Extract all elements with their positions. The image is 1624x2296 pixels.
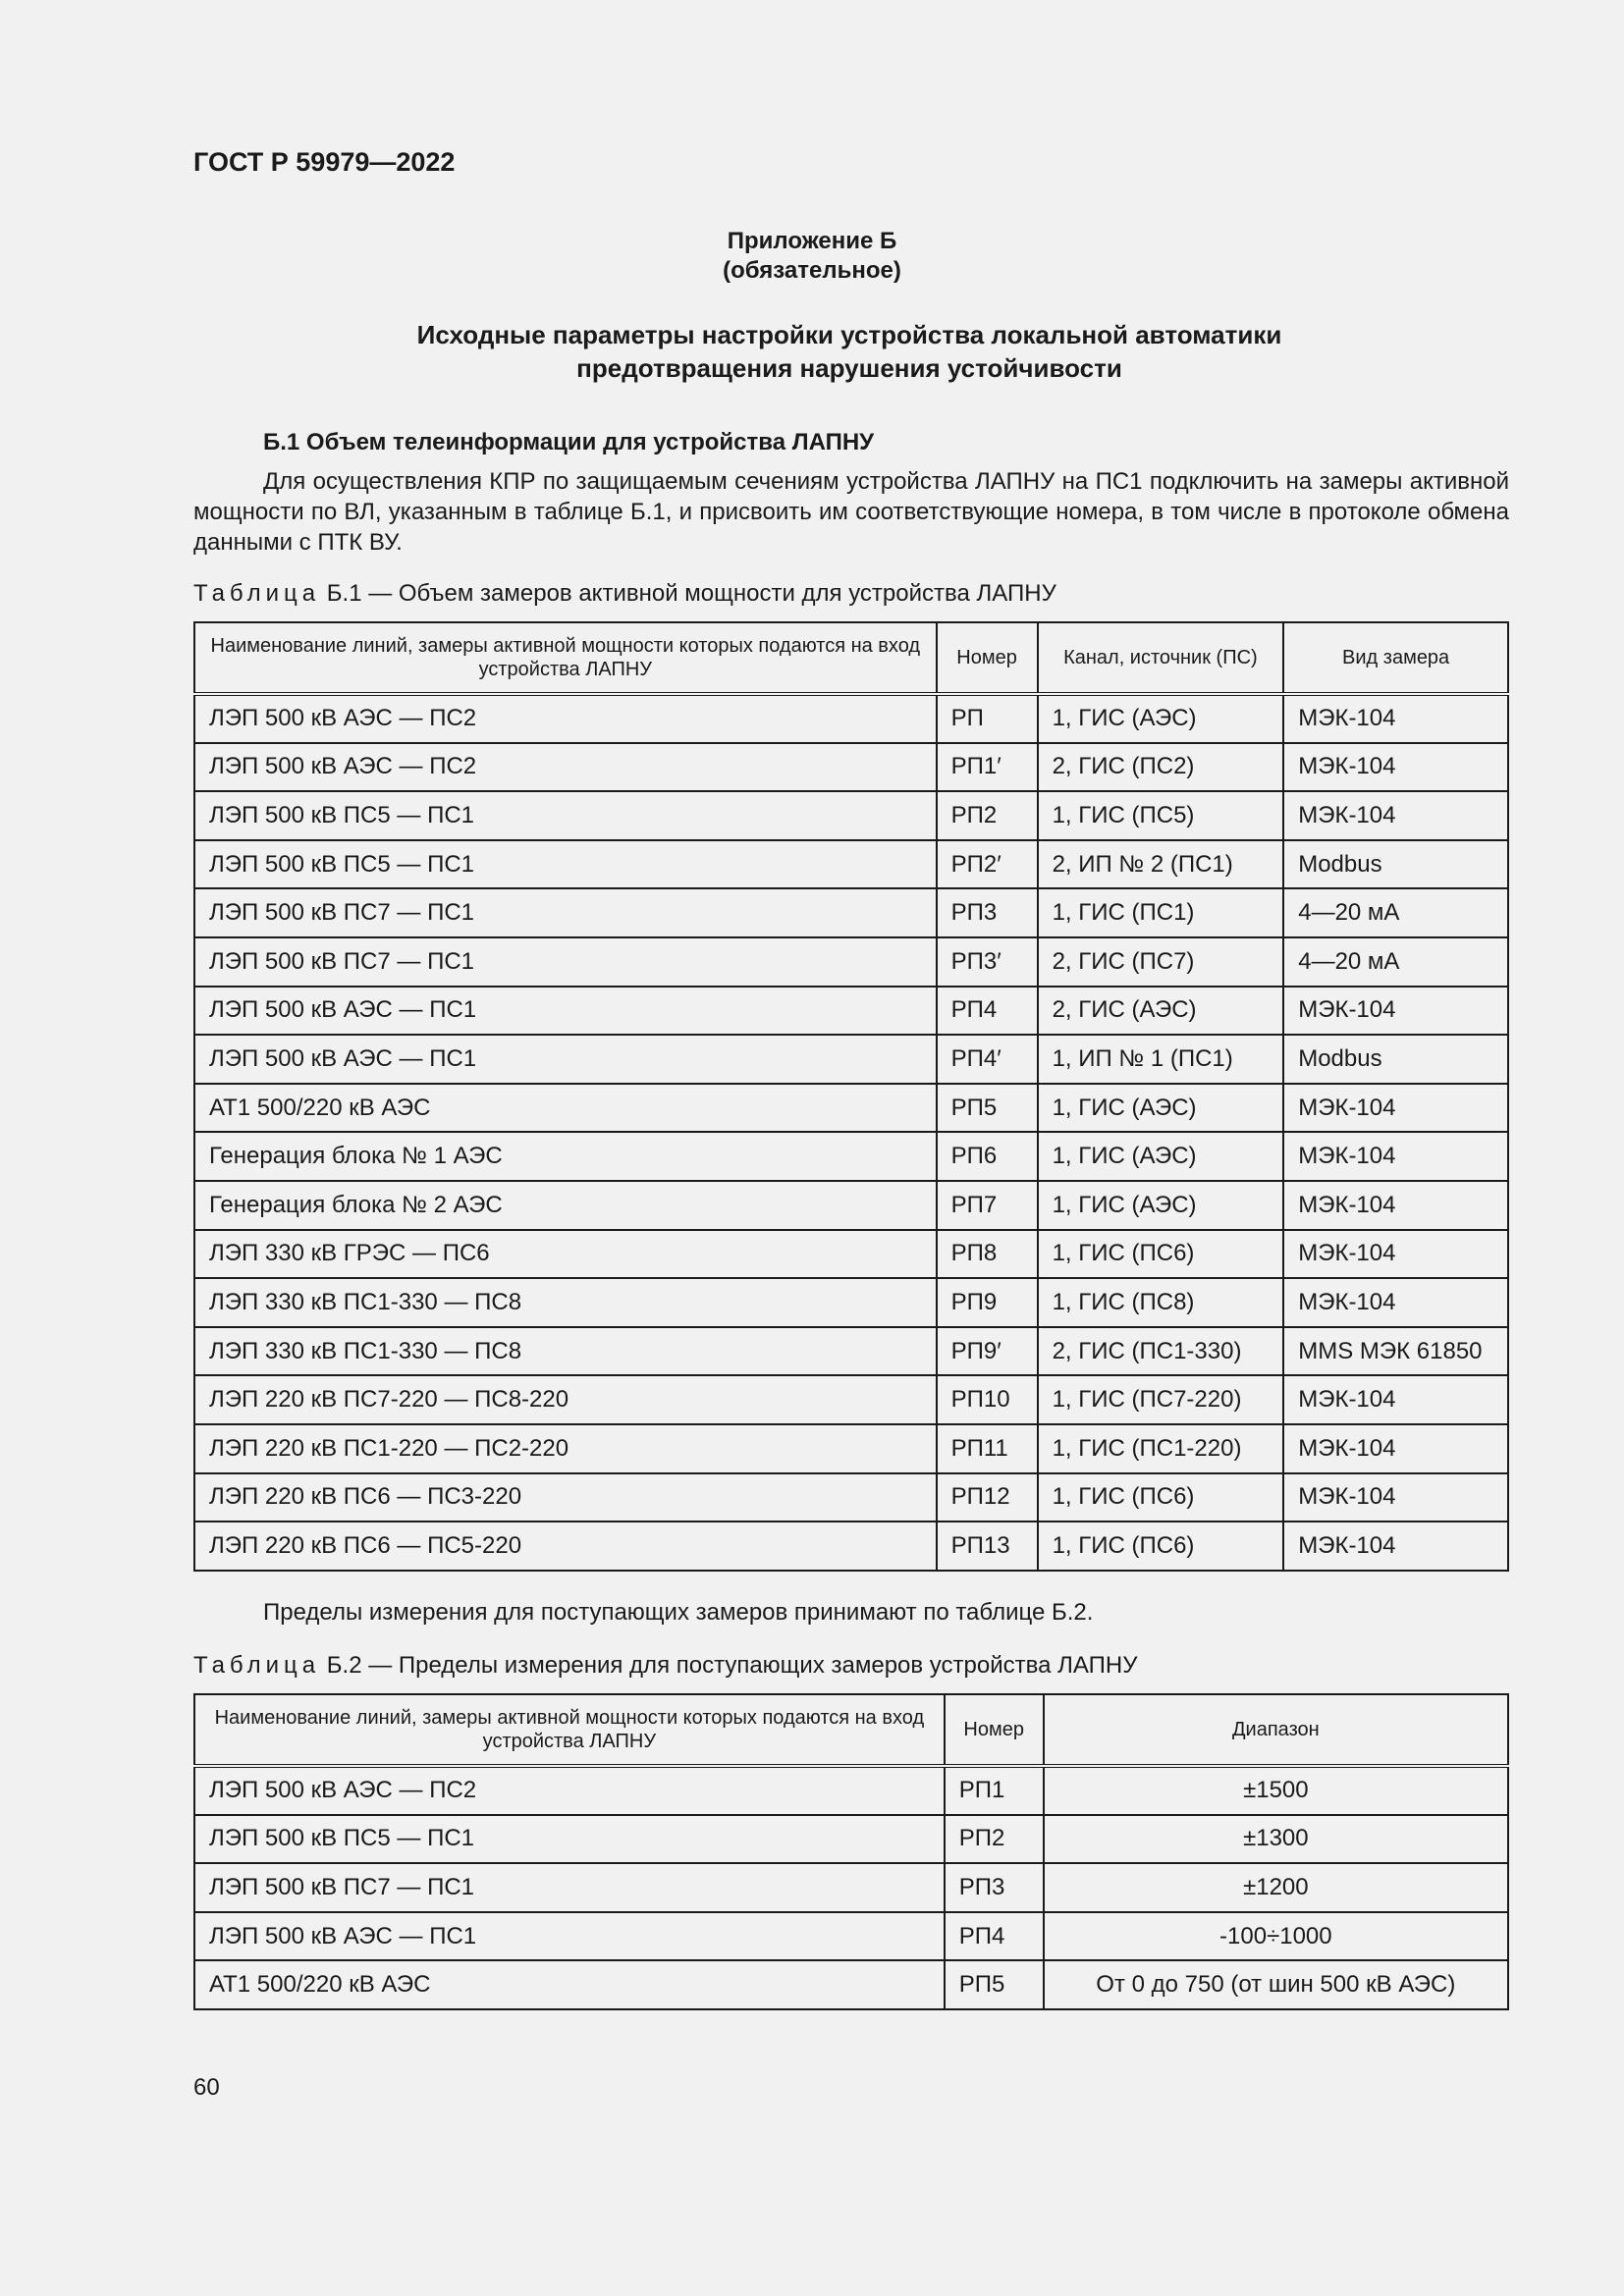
measure-type-cell: Modbus <box>1283 1035 1508 1084</box>
table-row <box>194 937 1508 987</box>
line-name-cell: ЛЭП 500 кВ ПС7 — ПС1 <box>194 888 937 937</box>
measure-type-cell: 4—20 мА <box>1283 937 1508 987</box>
line-name-cell: ЛЭП 500 кВ ПС7 — ПС1 <box>194 1863 945 1912</box>
section-paragraph: Для осуществления КПР по защищаемым сечениям устройства ЛАПНУ на ПС1 подключить на замеры активной мощности по ВЛ, указанным в таблице Б.1, и присвоить им соответствующие номера, в том числе в протоколе обмена данными с ПТК ВУ. <box>193 468 1509 556</box>
appendix-heading <box>0 318 1624 385</box>
table-row <box>194 1766 1508 1815</box>
table-row <box>194 1278 1508 1327</box>
measure-type-cell: МЭК-104 <box>1283 1375 1508 1424</box>
table-row <box>194 1912 1508 1961</box>
table1-header-number: Номер <box>937 622 1038 694</box>
table-row <box>194 888 1508 937</box>
table-row <box>194 1327 1508 1376</box>
table1-caption-word: Таблица <box>193 580 321 607</box>
table1-caption <box>193 580 1056 608</box>
channel-cell: 2, ГИС (АЭС) <box>1038 987 1284 1036</box>
table1-header-row <box>194 622 1508 694</box>
appendix-heading-line2: предотвращения нарушения устойчивости <box>576 353 1122 383</box>
number-cell: РП3′ <box>937 937 1038 987</box>
appendix-title: Приложение Б <box>727 228 897 254</box>
measure-type-cell: МЭК-104 <box>1283 1230 1508 1279</box>
line-name-cell: ЛЭП 330 кВ ГРЭС — ПС6 <box>194 1230 937 1279</box>
channel-cell: 1, ГИС (ПС7-220) <box>1038 1375 1284 1424</box>
table-row <box>194 1181 1508 1230</box>
table-row <box>194 1375 1508 1424</box>
line-name-cell: ЛЭП 220 кВ ПС1-220 — ПС2-220 <box>194 1424 937 1473</box>
measure-type-cell: МЭК-104 <box>1283 1278 1508 1327</box>
number-cell: РП2 <box>937 791 1038 840</box>
measure-type-cell: Modbus <box>1283 840 1508 889</box>
number-cell: РП9′ <box>937 1327 1038 1376</box>
measure-type-cell: МЭК-104 <box>1283 1522 1508 1571</box>
appendix-status: (обязательное) <box>723 257 901 284</box>
channel-cell: 2, ИП № 2 (ПС1) <box>1038 840 1284 889</box>
appendix-heading-line1: Исходные параметры настройки устройства локальной автоматики <box>416 320 1282 349</box>
line-name-cell: ЛЭП 500 кВ ПС5 — ПС1 <box>194 1815 945 1864</box>
table-row <box>194 791 1508 840</box>
line-name-cell: Генерация блока № 1 АЭС <box>194 1132 937 1181</box>
number-cell: РП2′ <box>937 840 1038 889</box>
line-name-cell: ЛЭП 500 кВ АЭС — ПС2 <box>194 1766 945 1815</box>
measure-type-cell: МЭК-104 <box>1283 987 1508 1036</box>
measure-type-cell: 4—20 мА <box>1283 888 1508 937</box>
measure-type-cell: МЭК-104 <box>1283 791 1508 840</box>
range-cell: От 0 до 750 (от шин 500 кВ АЭС) <box>1044 1960 1508 2009</box>
table-b1 <box>193 621 1509 1572</box>
number-cell: РП13 <box>937 1522 1038 1571</box>
table-row <box>194 1230 1508 1279</box>
channel-cell: 1, ГИС (ПС5) <box>1038 791 1284 840</box>
table2-caption-text: Б.2 — Пределы измерения для поступающих замеров устройства ЛАПНУ <box>326 1652 1138 1679</box>
table-row <box>194 1132 1508 1181</box>
channel-cell: 1, ГИС (АЭС) <box>1038 694 1284 743</box>
channel-cell: 1, ГИС (АЭС) <box>1038 1181 1284 1230</box>
line-name-cell: ЛЭП 330 кВ ПС1-330 — ПС8 <box>194 1327 937 1376</box>
number-cell: РП7 <box>937 1181 1038 1230</box>
table-row <box>194 743 1508 792</box>
channel-cell: 1, ГИС (АЭС) <box>1038 1132 1284 1181</box>
line-name-cell: ЛЭП 220 кВ ПС7-220 — ПС8-220 <box>194 1375 937 1424</box>
measure-type-cell: MMS МЭК 61850 <box>1283 1327 1508 1376</box>
line-name-cell: Генерация блока № 2 АЭС <box>194 1181 937 1230</box>
line-name-cell: АТ1 500/220 кВ АЭС <box>194 1084 937 1133</box>
number-cell: РП12 <box>937 1473 1038 1522</box>
channel-cell: 2, ГИС (ПС7) <box>1038 937 1284 987</box>
table-row <box>194 1424 1508 1473</box>
table2-header-number: Номер <box>945 1694 1044 1766</box>
line-name-cell: ЛЭП 500 кВ АЭС — ПС1 <box>194 1035 937 1084</box>
range-cell: ±1300 <box>1044 1815 1508 1864</box>
table2-caption-word: Таблица <box>193 1652 321 1679</box>
range-cell: ±1500 <box>1044 1766 1508 1815</box>
number-cell: РП8 <box>937 1230 1038 1279</box>
line-name-cell: ЛЭП 500 кВ АЭС — ПС1 <box>194 1912 945 1961</box>
line-name-cell: ЛЭП 500 кВ АЭС — ПС2 <box>194 743 937 792</box>
number-cell: РП3 <box>937 888 1038 937</box>
channel-cell: 1, ГИС (ПС1-220) <box>1038 1424 1284 1473</box>
channel-cell: 2, ГИС (ПС2) <box>1038 743 1284 792</box>
table-row <box>194 987 1508 1036</box>
line-name-cell: ЛЭП 500 кВ АЭС — ПС1 <box>194 987 937 1036</box>
section-heading: Б.1 Объем телеинформации для устройства ЛАПНУ <box>263 429 875 455</box>
measure-type-cell: МЭК-104 <box>1283 1132 1508 1181</box>
table-b2 <box>193 1693 1509 2010</box>
table-row <box>194 1084 1508 1133</box>
number-cell: РП1 <box>945 1766 1044 1815</box>
line-name-cell: АТ1 500/220 кВ АЭС <box>194 1960 945 2009</box>
channel-cell: 1, ИП № 1 (ПС1) <box>1038 1035 1284 1084</box>
channel-cell: 1, ГИС (ПС1) <box>1038 888 1284 937</box>
range-cell: ±1200 <box>1044 1863 1508 1912</box>
line-name-cell: ЛЭП 500 кВ ПС5 — ПС1 <box>194 791 937 840</box>
line-name-cell: ЛЭП 330 кВ ПС1-330 — ПС8 <box>194 1278 937 1327</box>
number-cell: РП <box>937 694 1038 743</box>
number-cell: РП1′ <box>937 743 1038 792</box>
measure-type-cell: МЭК-104 <box>1283 694 1508 743</box>
table1-header-channel: Канал, источник (ПС) <box>1038 622 1284 694</box>
table2-header-name: Наименование линий, замеры активной мощности которых подаются на вход устройства ЛАПНУ <box>194 1694 945 1766</box>
measure-type-cell: МЭК-104 <box>1283 1424 1508 1473</box>
document-code: ГОСТ Р 59979—2022 <box>193 147 456 177</box>
range-cell: -100÷1000 <box>1044 1912 1508 1961</box>
measure-type-cell: МЭК-104 <box>1283 1084 1508 1133</box>
table2-caption <box>193 1652 1137 1680</box>
channel-cell: 1, ГИС (АЭС) <box>1038 1084 1284 1133</box>
line-name-cell: ЛЭП 220 кВ ПС6 — ПС3-220 <box>194 1473 937 1522</box>
table-row <box>194 840 1508 889</box>
number-cell: РП4 <box>937 987 1038 1036</box>
channel-cell: 1, ГИС (ПС6) <box>1038 1230 1284 1279</box>
number-cell: РП11 <box>937 1424 1038 1473</box>
number-cell: РП6 <box>937 1132 1038 1181</box>
number-cell: РП2 <box>945 1815 1044 1864</box>
table-row <box>194 694 1508 743</box>
table2-header-row <box>194 1694 1508 1766</box>
measure-type-cell: МЭК-104 <box>1283 1181 1508 1230</box>
limits-paragraph: Пределы измерения для поступающих замеров принимают по таблице Б.2. <box>263 1599 1094 1626</box>
number-cell: РП5 <box>937 1084 1038 1133</box>
number-cell: РП4′ <box>937 1035 1038 1084</box>
table-row <box>194 1960 1508 2009</box>
table-row <box>194 1815 1508 1864</box>
line-name-cell: ЛЭП 500 кВ ПС5 — ПС1 <box>194 840 937 889</box>
table1-header-type: Вид замера <box>1283 622 1508 694</box>
line-name-cell: ЛЭП 220 кВ ПС6 — ПС5-220 <box>194 1522 937 1571</box>
number-cell: РП5 <box>945 1960 1044 2009</box>
line-name-cell: ЛЭП 500 кВ ПС7 — ПС1 <box>194 937 937 987</box>
table-row <box>194 1035 1508 1084</box>
line-name-cell: ЛЭП 500 кВ АЭС — ПС2 <box>194 694 937 743</box>
table-row <box>194 1473 1508 1522</box>
channel-cell: 1, ГИС (ПС6) <box>1038 1473 1284 1522</box>
table1-caption-text: Б.1 — Объем замеров активной мощности для устройства ЛАПНУ <box>326 580 1056 607</box>
channel-cell: 2, ГИС (ПС1-330) <box>1038 1327 1284 1376</box>
table1-header-name: Наименование линий, замеры активной мощности которых подаются на вход устройства ЛАПНУ <box>194 622 937 694</box>
number-cell: РП10 <box>937 1375 1038 1424</box>
measure-type-cell: МЭК-104 <box>1283 743 1508 792</box>
channel-cell: 1, ГИС (ПС8) <box>1038 1278 1284 1327</box>
number-cell: РП4 <box>945 1912 1044 1961</box>
table-row <box>194 1522 1508 1571</box>
table2-header-range: Диапазон <box>1044 1694 1508 1766</box>
measure-type-cell: МЭК-104 <box>1283 1473 1508 1522</box>
page-number: 60 <box>193 2074 220 2101</box>
channel-cell: 1, ГИС (ПС6) <box>1038 1522 1284 1571</box>
table-row <box>194 1863 1508 1912</box>
number-cell: РП3 <box>945 1863 1044 1912</box>
number-cell: РП9 <box>937 1278 1038 1327</box>
